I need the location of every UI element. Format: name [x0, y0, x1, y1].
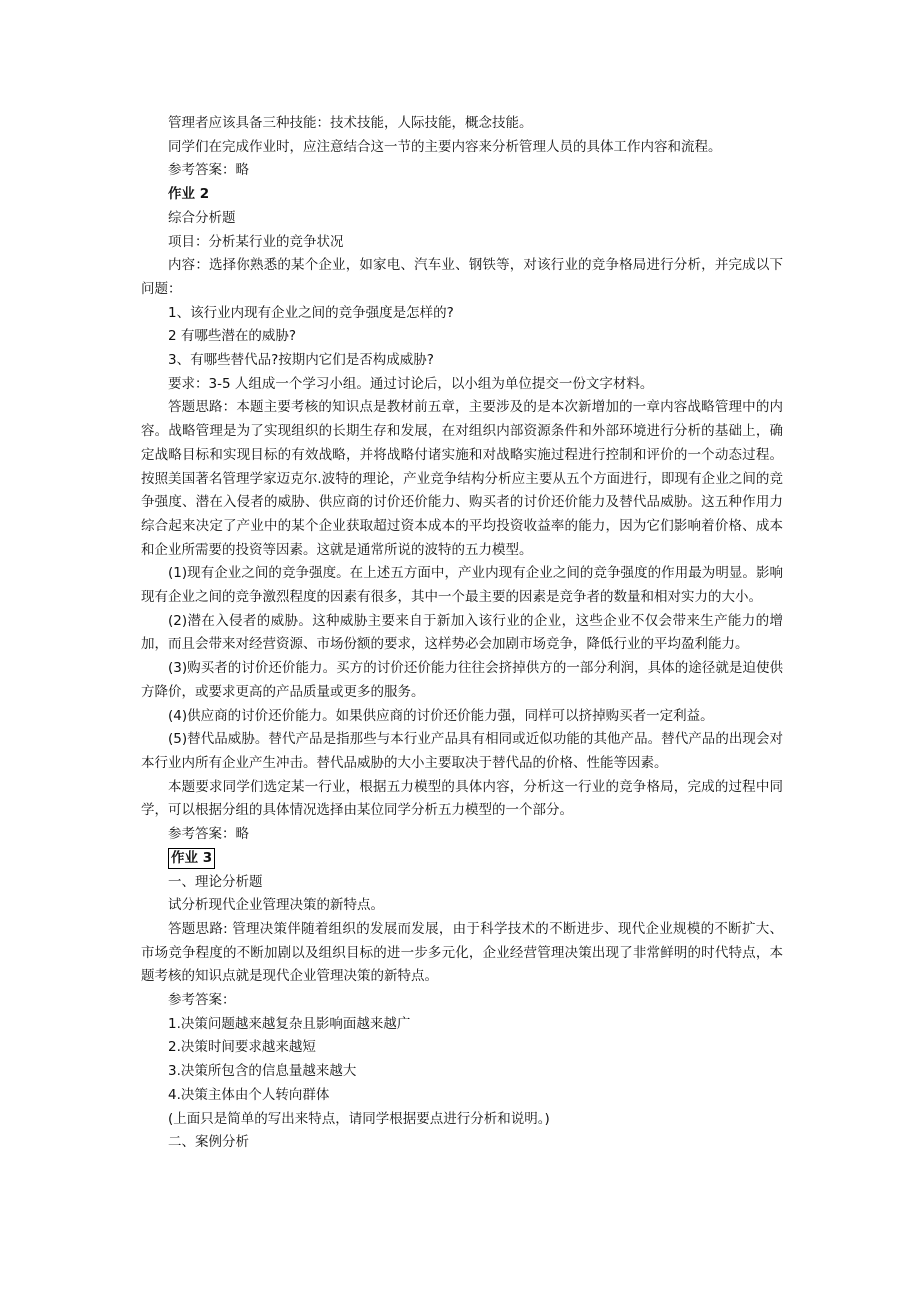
text-line: 同学们在完成作业时，应注意结合这一节的主要内容来分析管理人员的具体工作内容和流程。	[168, 138, 722, 155]
answer-item: 1.决策问题越来越复杂且影响面越来越广	[168, 1015, 411, 1032]
force-3-paragraph: (3)购买者的讨价还价能力。买方的讨价还价能力往往会挤掉供方的一部分利润，具体的途径就是迫使供方降价，或要求更高的产品质量或更多的服务。	[141, 660, 783, 700]
document-page	[141, 112, 783, 1155]
content-paragraph: 内容：选择你熟悉的某个企业，如家电、汽车业、钢铁等，对该行业的竞争格局进行分析，并完成以下问题：	[141, 257, 783, 297]
force-1-paragraph: (1)现有企业之间的竞争强度。在上述五方面中，产业内现有企业之间的竞争强度的作用最为明显。影响现有企业之间的竞争激烈程度的因素有很多，其中一个最主要的因素是竞争者的数量和相对实力的大小。	[141, 565, 783, 606]
question-3: 3、有哪些替代品?按期内它们是否构成威胁?	[168, 352, 434, 369]
homework-2-heading: 作业 2	[168, 186, 210, 203]
answer-item: 3.决策所包含的信息量越来越大	[168, 1063, 357, 1080]
requirement-line: 要求：3-5 人组成一个学习小组。通过讨论后，以小组为单位提交一份文字材料。	[168, 375, 654, 392]
answer-item: 4.决策主体由个人转向群体	[168, 1086, 330, 1103]
answer-thinking-paragraph: 答题思路: 管理决策伴随着组织的发展而发展，由于科学技术的不断进步、现代企业规模的不断扩大、市场竞争程度的不断加剧以及组织目标的进一步多元化，企业经营管理决策出现了非常鲜明的时代特点，本题考核的知识点就是现代企业管理决策的新特点。	[141, 920, 783, 985]
force-2-paragraph: (2)潜在入侵者的威胁。这种威胁主要来自于新加入该行业的企业，这些企业不仅会带来生产能力的增加，而且会带来对经营资源、市场份额的要求，这样势必会加剧市场竞争，降低行业的平均盈利能力。	[141, 612, 783, 653]
text-line: 参考答案：略	[168, 162, 249, 179]
reference-answer: 参考答案：略	[168, 826, 249, 843]
summary-paragraph: 本题要求同学们选定某一行业，根据五力模型的具体内容，分析这一行业的竞争格局，完成的过程中同学，可以根据分组的具体情况选择由某位同学分析五力模型的一个部分。	[141, 778, 783, 819]
force-4-paragraph: (4)供应商的讨价还价能力。如果供应商的讨价还价能力强，同样可以挤掉购买者一定利益。	[168, 707, 714, 724]
note-line: (上面只是简单的写出来特点，请同学根据要点进行分析和说明。)	[168, 1110, 550, 1127]
question-type: 综合分析题	[168, 209, 236, 226]
project-line: 项目：分析某行业的竞争状况	[168, 233, 344, 250]
question-line: 试分析现代企业管理决策的新特点。	[168, 897, 384, 914]
homework-3-heading-wrapper	[141, 847, 783, 871]
reference-answer-label: 参考答案：	[168, 992, 236, 1009]
force-5-paragraph: (5)替代品威胁。替代产品是指那些与本行业产品具有相同或近似功能的其他产品。替代产品的出现会对本行业内所有企业产生冲击。替代品威胁的大小主要取决于替代品的价格、性能等因素。	[141, 731, 783, 771]
answer-item: 2.决策时间要求越来越短	[168, 1039, 316, 1056]
section-1-title: 一、理论分析题	[168, 873, 263, 890]
homework-3-heading: 作业 3	[168, 848, 215, 869]
answer-thinking-paragraph: 答题思路：本题主要考核的知识点是教材前五章，主要涉及的是本次新增加的一章内容战略管理中的内容。战略管理是为了实现组织的长期生存和发展，在对组织内部资源条件和外部环境进行分析的基础上，确定战略目标和实现目标的有效战略，并将战略付诸实施和对战略实施过程进行控制和评价的一个动态过程。按照美国著名管理学家迈克尔.波特的理论，产业竞争结构分析应主要从五个方面进行，即现有企业之间的竞争强度、潜在入侵者的威胁、供应商的讨价还价能力、购买者的讨价还价能力及替代品威胁。这五种作用力综合起来决定了产业中的某个企业获取超过资本成本的平均投资收益率的能力，因为它们影响着价格、成本和企业所需要的投资等因素。这就是通常所说的波特的五力模型。	[141, 399, 783, 558]
question-2: 2 有哪些潜在的威胁?	[168, 328, 297, 345]
question-1: 1、该行业内现有企业之间的竞争强度是怎样的?	[168, 304, 454, 321]
section-2-title: 二、案例分析	[168, 1134, 249, 1151]
text-line: 管理者应该具备三种技能：技术技能，人际技能，概念技能。	[168, 115, 533, 131]
